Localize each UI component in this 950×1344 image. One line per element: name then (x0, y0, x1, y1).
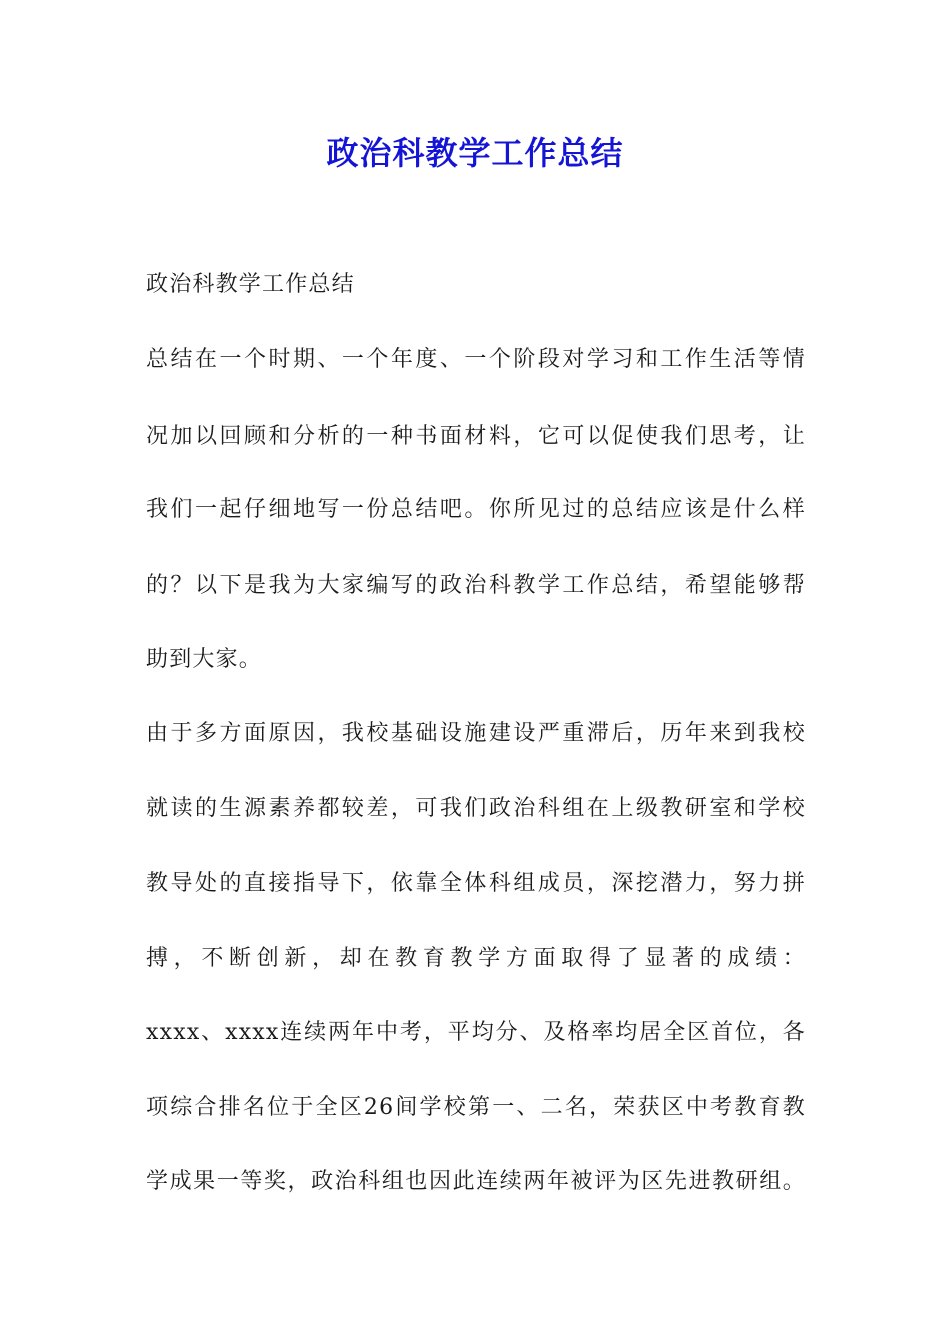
document-subtitle: 政治科教学工作总结 (146, 272, 355, 297)
paragraph-1-line-2: 况加以回顾和分析的一种书面材料，它可以促使我们思考，让 (146, 424, 806, 449)
paragraph-2-line-3: 教导处的直接指导下，依靠全体科组成员，深挖潜力，努力拼 (146, 871, 806, 896)
paragraph-1-line-1: 总结在一个时期、一个年度、一个阶段对学习和工作生活等情 (146, 347, 806, 372)
paragraph-2-line-5: xxxx、xxxx连续两年中考，平均分、及格率均居全区首位，各 (146, 1020, 806, 1045)
paragraph-2-line-6: 项综合排名位于全区26间学校第一、二名，荣获区中考教育教 (146, 1095, 806, 1120)
paragraph-2-line-4: 搏，不断创新，却在教育教学方面取得了显著的成绩： (146, 946, 806, 971)
paragraph-2-line-1: 由于多方面原因，我校基础设施建设严重滞后，历年来到我校 (146, 721, 806, 746)
document-title: 政治科教学工作总结 (326, 134, 624, 172)
paragraph-2-line-2: 就读的生源素养都较差，可我们政治科组在上级教研室和学校 (146, 796, 806, 821)
paragraph-1-line-4: 的？以下是我为大家编写的政治科教学工作总结，希望能够帮 (146, 573, 806, 598)
paragraph-1-line-3: 我们一起仔细地写一份总结吧。你所见过的总结应该是什么样 (146, 497, 806, 522)
paragraph-2-line-7: 学成果一等奖，政治科组也因此连续两年被评为区先进教研组。 (146, 1169, 806, 1194)
paragraph-1-line-5: 助到大家。 (146, 647, 263, 672)
